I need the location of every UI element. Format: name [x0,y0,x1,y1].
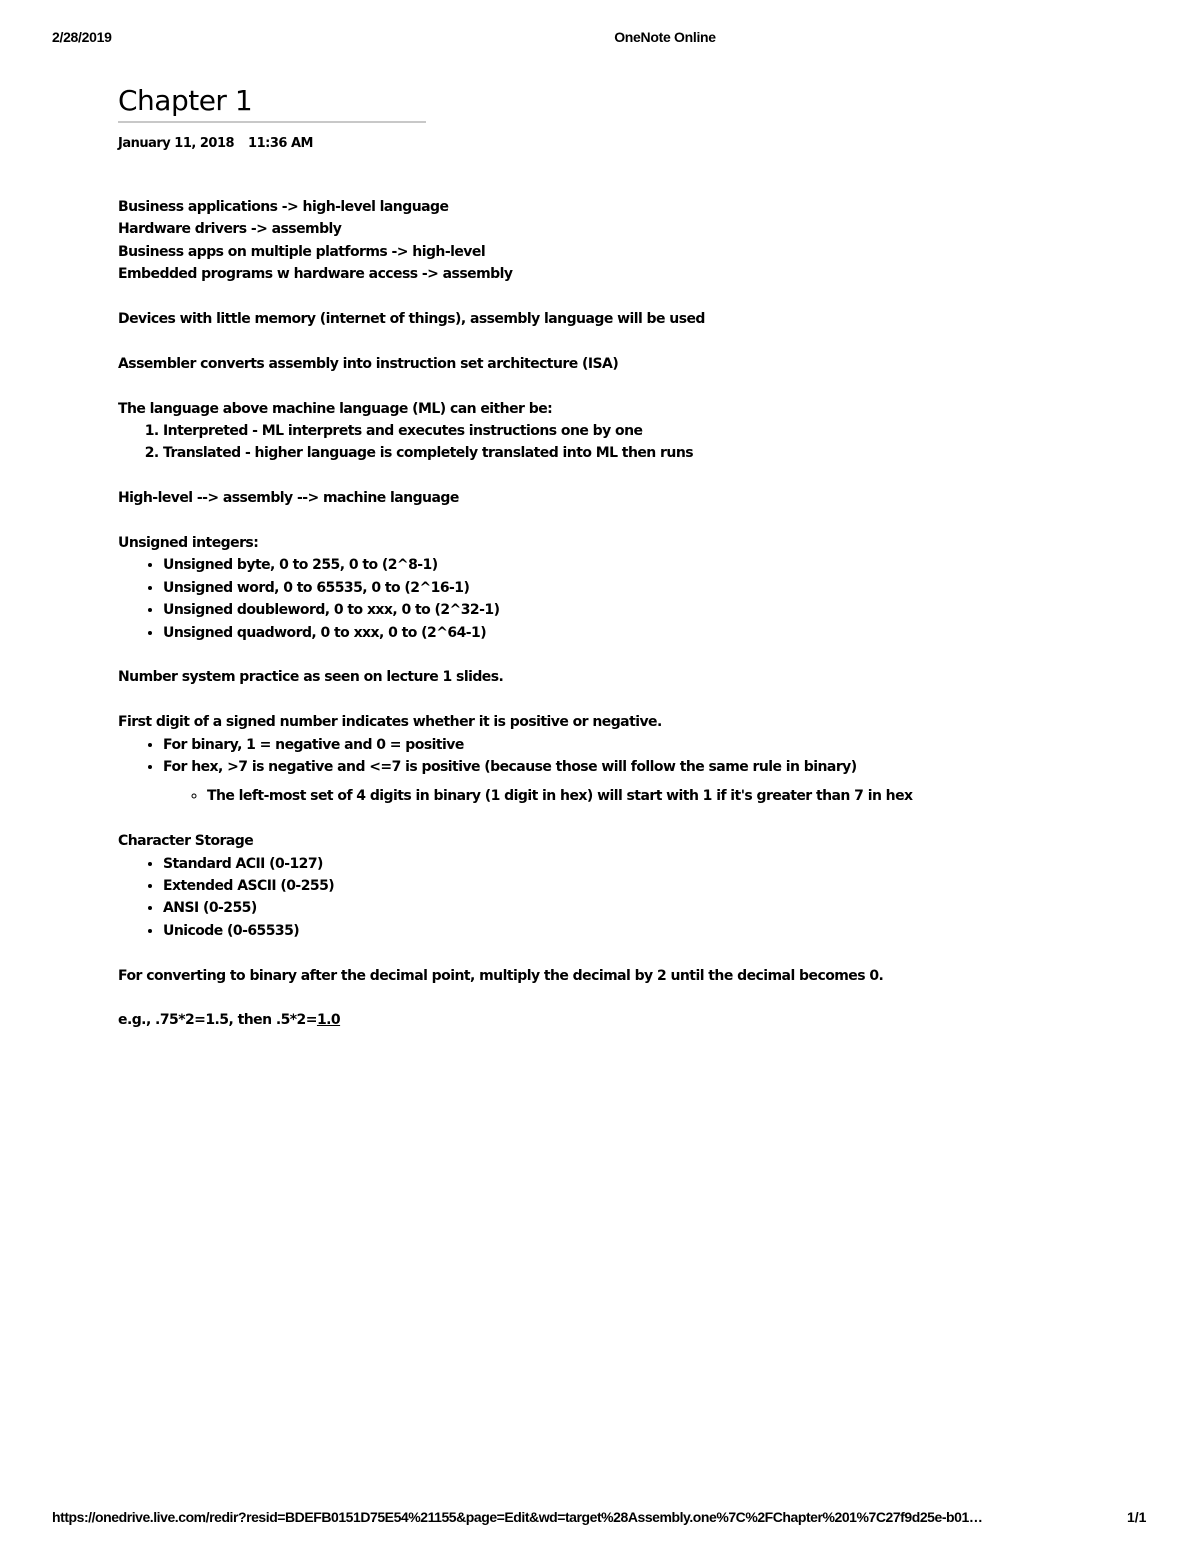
list-item: 1. Interpreted - ML interprets and executes instructions one by one [163,420,1118,442]
note-line: The language above machine language (ML) can either be: [118,400,553,417]
numbered-list [118,420,1118,465]
note-line: Hardware drivers -> assembly [118,221,342,238]
list-item: • For binary, 1 = negative and 0 = positive [163,734,1118,756]
print-date: 2/28/2019 [52,29,112,45]
note-line: High-level --> assembly --> machine language [118,490,459,507]
list-item-text: For hex, >7 is negative and <=7 is positive (because those will follow the same rule in binary) [163,759,857,776]
sub-bullet-list [163,785,1118,807]
list-item: • Unsigned byte, 0 to 255, 0 to (2^8-1) [163,554,1118,576]
note-line: Number system practice as seen on lecture 1 slides. [118,669,504,686]
page-timestamp [118,136,1118,151]
page-title: Chapter 1 [118,84,426,123]
note-line [118,1009,1118,1031]
example-result: 1.0 [316,1012,341,1029]
list-item: • Extended ASCII (0-255) [163,875,1118,897]
note-line: For converting to binary after the decimal point, multiply the decimal by 2 until the decimal becomes 0. [118,967,884,984]
list-item: • Standard ACII (0-127) [163,853,1118,875]
example-text: e.g., .75*2=1.5, then .5*2= [118,1012,317,1029]
note-line: Devices with little memory (internet of things), assembly language will be used [118,311,705,328]
bullet-list [118,853,1118,943]
print-url: https://onedrive.live.com/redir?resid=BDEFB0151D75E54%21155&page=Edit&wd=target%28Assembly.one%7C%2FChapter%201%7C27f9d25e-b01… [52,1509,983,1525]
list-item: • Unsigned word, 0 to 65535, 0 to (2^16-1) [163,577,1118,599]
page-time: 11:36 AM [248,136,313,151]
note-line: Character Storage [118,833,254,850]
list-item: • Unicode (0-65535) [163,920,1118,942]
list-item: • ANSI (0-255) [163,897,1118,919]
bullet-list [118,554,1118,644]
note-line: Assembler converts assembly into instruction set architecture (ISA) [118,355,619,372]
sub-list-item: ◦ The left-most set of 4 digits in binary (1 digit in hex) will start with 1 if it's greater than 7 in hex [207,785,1118,807]
note-line: Business apps on multiple platforms -> high-level [118,243,486,260]
bullet-list [118,734,1118,808]
note-line: First digit of a signed number indicates whether it is positive or negative. [118,714,662,731]
note-line: Unsigned integers: [118,535,259,552]
print-app-title: OneNote Online [614,29,716,45]
list-item [163,756,1118,808]
list-item: • Unsigned doubleword, 0 to xxx, 0 to (2^32-1) [163,599,1118,621]
note-body [118,196,1118,1032]
print-page-count: 1/1 [1127,1509,1147,1525]
list-item: • Unsigned quadword, 0 to xxx, 0 to (2^64-1) [163,622,1118,644]
list-item: 2. Translated - higher language is completely translated into ML then runs [163,442,1118,464]
page-date: January 11, 2018 [118,136,235,151]
note-line: Embedded programs w hardware access -> assembly [118,266,513,283]
note-line: Business applications -> high-level language [118,199,449,215]
note-page [118,84,1118,1032]
